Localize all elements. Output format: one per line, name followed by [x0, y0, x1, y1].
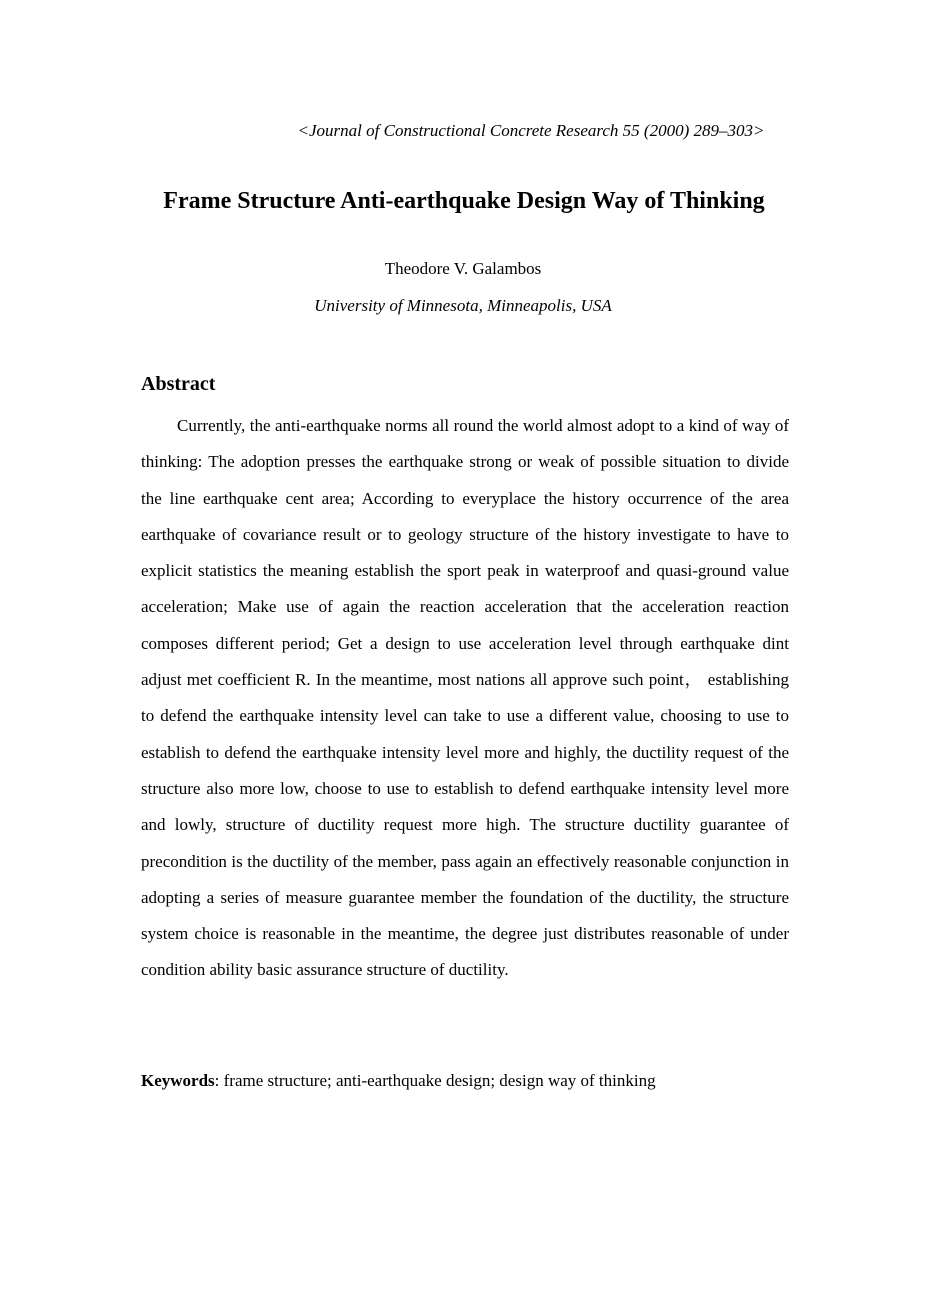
keywords-label: Keywords — [141, 1071, 215, 1090]
author-name: Theodore V. Galambos — [384, 259, 542, 278]
keywords-text: : frame structure; anti-earthquake design; design way of thinking — [214, 1071, 656, 1090]
abstract-body: Currently, the anti-earthquake norms all round the world almost adopt to a kind of way of thinking: The adoption presses the earthquake strong or weak of possible situation to divide the line earthquake cent area; According to everyplace the history occurrence of the area earthquake of covariance result or to geology structure of the history investigate to have to explicit statistics the meaning establish the sport peak in waterproof and quasi-ground value acceleration; Make use of again the reaction acceleration that the acceleration reaction composes different period; Get a design to use acceleration level through earthquake dint adjust met coefficient R. In the meantime, most nations all approve such point， establishing to defend the earthquake intensity level can take to use a different value, choosing to use to establish to defend the earthquake intensity level more and highly, the ductility request of the structure also more low, choose to use to establish to defend earthquake intensity level more and lowly, structure of ductility request more high. The structure ductility guarantee of precondition is the ductility of the member, pass again an effectively reasonable conjunction in adopting a series of measure guarantee member the foundation of the ductility, the structure system choice is reasonable in the meantime, the degree just distributes reasonable of under condition ability basic assurance structure of ductility. — [141, 416, 789, 980]
author-affiliation: University of Minnesota, Minneapolis, USA — [314, 296, 612, 315]
journal-reference — [0, 120, 926, 142]
journal-reference-text: <Journal of Constructional Concrete Research 55 (2000) 289–303> — [297, 121, 765, 140]
paper-title — [0, 186, 926, 216]
paper-title-text: Frame Structure Anti-earthquake Design Way of Thinking — [163, 188, 765, 214]
keywords-line — [141, 1070, 789, 1092]
abstract-heading: Abstract — [141, 373, 216, 395]
